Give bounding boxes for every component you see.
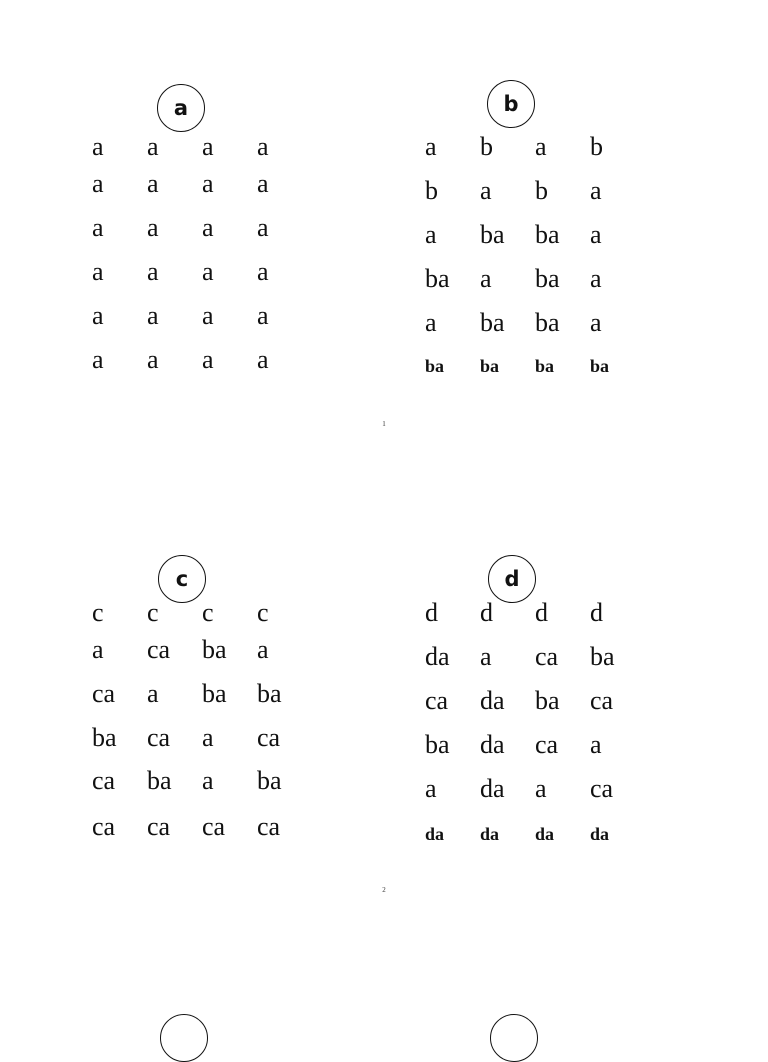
next-letter-circle	[160, 1014, 208, 1062]
syllable-cell: ca	[92, 812, 116, 841]
syllable-cell: c	[92, 598, 104, 627]
syllable-cell: ba	[535, 686, 560, 715]
syllable-cell: ca	[147, 635, 171, 664]
syllable-cell: b	[480, 132, 493, 161]
syllable-cell: a	[257, 132, 269, 161]
syllable-cell: a	[92, 635, 104, 664]
syllable-cell: a	[257, 635, 269, 664]
syllable-cell: ba	[425, 264, 450, 293]
syllable-cell: da	[590, 824, 610, 844]
syllable-cell: b	[425, 176, 438, 205]
page-number: 1	[382, 420, 386, 428]
syllable-cell: ba	[257, 766, 282, 795]
next-letter-circle	[490, 1014, 538, 1062]
syllable-cell: ba	[147, 766, 172, 795]
syllable-cell: ca	[202, 812, 226, 841]
syllable-cell: a	[147, 213, 159, 242]
syllable-cell: da	[480, 774, 505, 803]
syllable-cell: d	[480, 598, 493, 627]
syllable-cell: a	[257, 345, 269, 374]
syllable-cell: a	[92, 169, 104, 198]
syllable-cell: a	[425, 308, 437, 337]
syllable-cell: a	[480, 176, 492, 205]
syllable-cell: d	[425, 598, 438, 627]
syllable-cell: ca	[257, 812, 281, 841]
syllable-cell: b	[535, 176, 548, 205]
syllable-cell: ba	[535, 356, 555, 376]
syllable-cell: c	[202, 598, 214, 627]
syllable-cell: a	[92, 213, 104, 242]
syllable-cell: a	[147, 169, 159, 198]
syllable-cell: ca	[147, 812, 171, 841]
syllable-cell: a	[480, 264, 492, 293]
syllable-cell: ca	[147, 723, 171, 752]
syllable-cell: a	[202, 257, 214, 286]
syllable-cell: a	[92, 345, 104, 374]
syllable-cell: ca	[590, 774, 614, 803]
syllable-cell: a	[257, 257, 269, 286]
syllable-cell: ba	[202, 635, 227, 664]
page-number: 2	[382, 886, 386, 894]
syllable-cell: a	[425, 220, 437, 249]
syllable-cell: ca	[535, 642, 559, 671]
syllable-cell: da	[425, 642, 450, 671]
syllable-cell: a	[257, 213, 269, 242]
syllable-cell: ca	[92, 679, 116, 708]
worksheet-panel-b	[425, 80, 725, 380]
syllable-cell: ba	[535, 308, 560, 337]
syllable-cell: a	[202, 301, 214, 330]
syllable-cell: a	[92, 132, 104, 161]
syllable-cell: a	[92, 257, 104, 286]
worksheet-panel-c	[92, 555, 392, 855]
letter-circle-d: d	[488, 555, 536, 603]
syllable-cell: ba	[535, 220, 560, 249]
syllable-cell: b	[590, 132, 603, 161]
syllable-cell: a	[590, 730, 602, 759]
letter-circle-a: a	[157, 84, 205, 132]
syllable-cell: ba	[92, 723, 117, 752]
syllable-cell: a	[480, 642, 492, 671]
syllable-cell: da	[535, 824, 555, 844]
syllable-cell: d	[590, 598, 603, 627]
syllable-cell: a	[257, 301, 269, 330]
syllable-cell: a	[425, 774, 437, 803]
syllable-cell: ca	[92, 766, 116, 795]
syllable-cell: ba	[590, 356, 610, 376]
syllable-cell: a	[257, 169, 269, 198]
syllable-cell: ba	[425, 356, 445, 376]
syllable-cell: a	[590, 176, 602, 205]
syllable-cell: a	[535, 774, 547, 803]
syllable-cell: a	[202, 213, 214, 242]
syllable-cell: d	[535, 598, 548, 627]
syllable-cell: da	[425, 824, 445, 844]
syllable-cell: a	[147, 345, 159, 374]
syllable-cell: a	[202, 723, 214, 752]
syllable-cell: ba	[202, 679, 227, 708]
syllable-cell: a	[202, 766, 214, 795]
syllable-cell: a	[535, 132, 547, 161]
syllable-cell: ca	[590, 686, 614, 715]
syllable-cell: c	[147, 598, 159, 627]
syllable-cell: a	[590, 308, 602, 337]
syllable-cell: a	[202, 132, 214, 161]
syllable-cell: ba	[480, 356, 500, 376]
syllable-cell: a	[590, 264, 602, 293]
worksheet-panel-d	[425, 555, 725, 855]
syllable-cell: ca	[535, 730, 559, 759]
syllable-cell: da	[480, 824, 500, 844]
syllable-cell: da	[480, 730, 505, 759]
letter-circle-b: b	[487, 80, 535, 128]
syllable-cell: a	[147, 679, 159, 708]
syllable-cell: ba	[480, 308, 505, 337]
syllable-cell: c	[257, 598, 269, 627]
syllable-cell: ba	[535, 264, 560, 293]
syllable-cell: ba	[590, 642, 615, 671]
syllable-cell: a	[147, 257, 159, 286]
syllable-cell: a	[147, 301, 159, 330]
syllable-cell: a	[590, 220, 602, 249]
syllable-cell: a	[425, 132, 437, 161]
syllable-cell: ba	[257, 679, 282, 708]
syllable-cell: ca	[257, 723, 281, 752]
worksheet-panel-a	[92, 84, 392, 384]
syllable-cell: a	[202, 345, 214, 374]
syllable-cell: a	[92, 301, 104, 330]
syllable-cell: ba	[425, 730, 450, 759]
letter-circle-c: c	[158, 555, 206, 603]
syllable-cell: da	[480, 686, 505, 715]
syllable-cell: ba	[480, 220, 505, 249]
syllable-cell: a	[147, 132, 159, 161]
syllable-cell: a	[202, 169, 214, 198]
syllable-cell: ca	[425, 686, 449, 715]
